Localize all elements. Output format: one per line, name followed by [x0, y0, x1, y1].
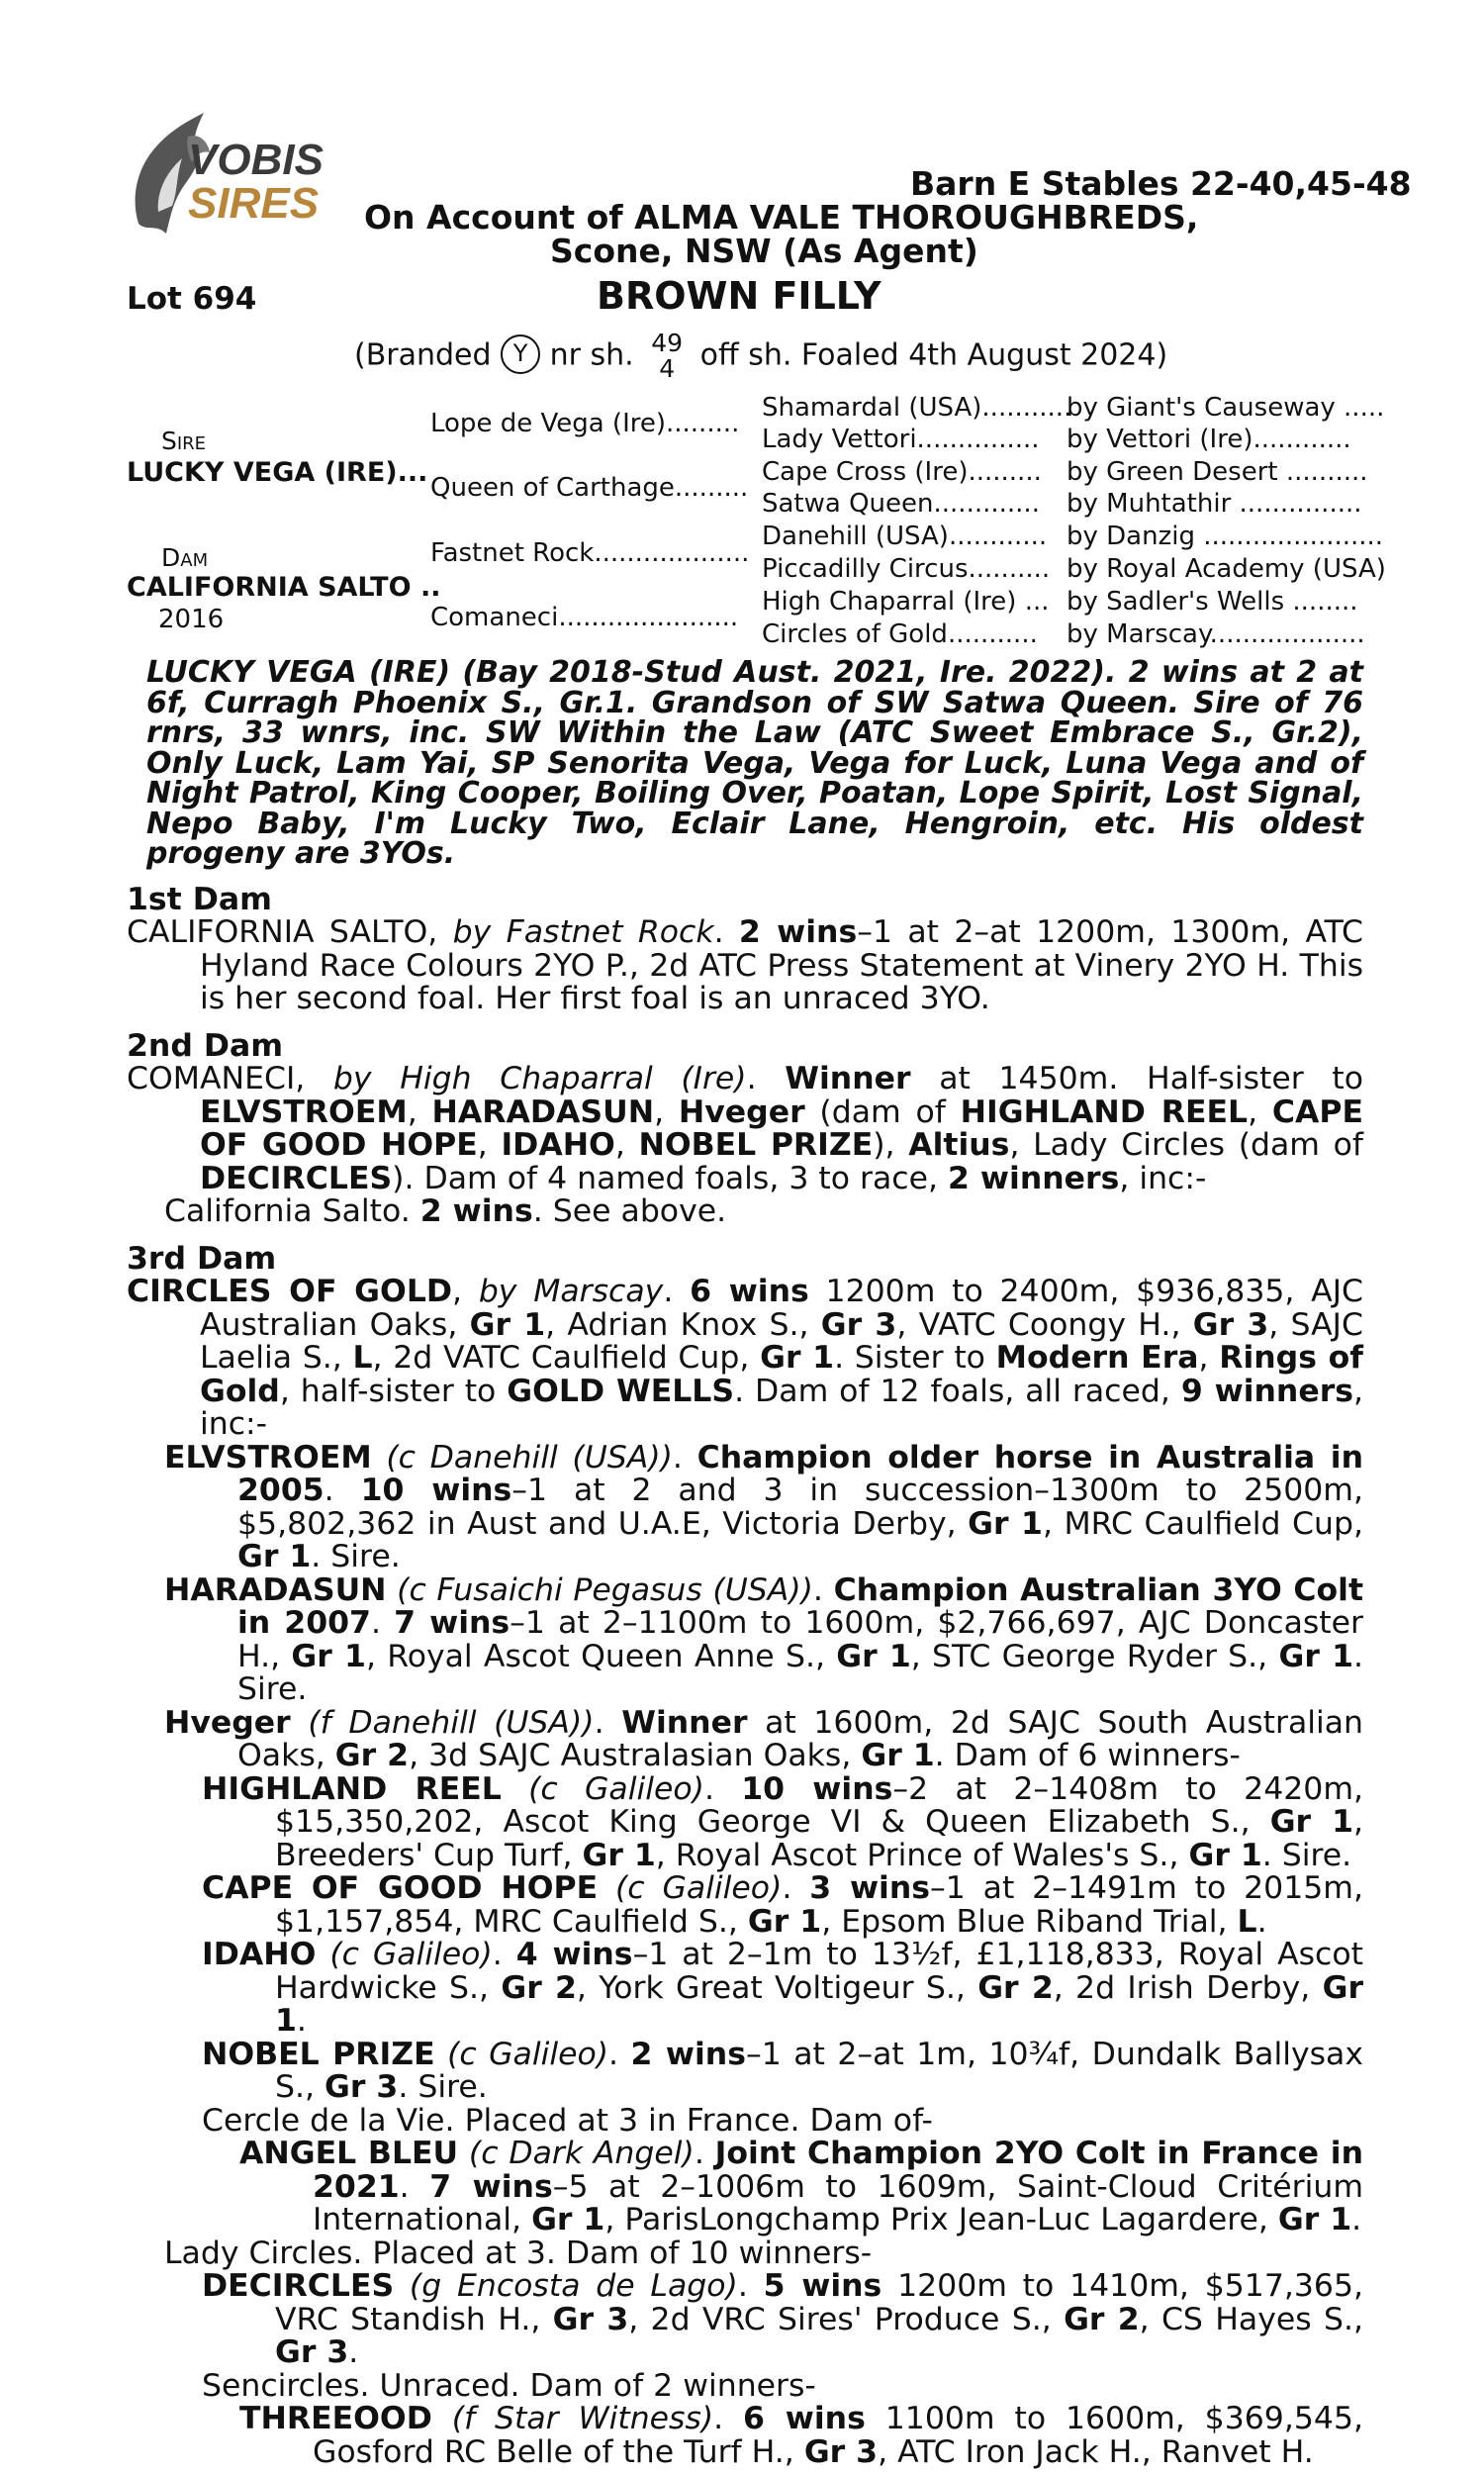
- progeny-haradasun: HARADASUN (c Fusaichi Pegasus (USA)). Champion Australian 3YO Colt in 2007. 7 wins–1 at 2–1100m to 1600m, $2,766,697, AJC Doncaster H., Gr 1, Royal Ascot Queen Anne S., Gr 1, STC George Ryder S., Gr 1. Sire.: [164, 1571, 1364, 1707]
- third-dam-entry: CIRCLES OF GOLD, by Marscay. 6 wins 1200m to 2400m, $936,835, AJC Australian Oaks, Gr 1, Adrian Knox S., Gr 3, VATC Coongy H., Gr 3, SAJC Laelia S., L, 2d VATC Caulfield Cup, Gr 1. Sister to Modern Era, Rings of Gold, half-sister to GOLD WELLS. Dam of 12 foals, all raced, 9 winners, inc:-: [127, 1274, 1364, 1442]
- pedigree-gen3-4: Satwa Queen.............: [762, 489, 1040, 519]
- pedigree-gen3-3: Cape Cross (Ire).........: [762, 457, 1042, 487]
- catalogue-body: [127, 655, 1364, 2470]
- pedigree-gen4-6: by Royal Academy (USA): [1067, 554, 1386, 584]
- pedigree-gen4-7: by Sadler's Wells ........: [1067, 587, 1358, 617]
- pedigree-gen3-8: Circles of Gold...........: [762, 619, 1038, 649]
- logo-text-top: VOBIS: [188, 136, 324, 184]
- first-dam-entry: CALIFORNIA SALTO, by Fastnet Rock. 2 wins–1 at 2–at 1200m, 1300m, ATC Hyland Race Colours 2YO P., 2d ATC Press Statement at Vinery 2YO H. This is her second foal. Her first foal is an unraced 3YO.: [127, 914, 1363, 1016]
- progeny-angel-bleu: ANGEL BLEU (c Dark Angel). Joint Champion 2YO Colt in France in 2021. 7 wins–5 at 2–1006m to 1609m, Saint-Cloud Critérium International, Gr 1, ParisLongchamp Prix Jean-Luc Lagardere, Gr 1.: [239, 2136, 1363, 2237]
- pedigree-gen2-4: Comaneci......................: [430, 603, 739, 632]
- lot-number: Lot 694: [127, 281, 257, 317]
- brand-near-side: nr sh.: [549, 337, 634, 373]
- progeny-hveger: Hveger (f Danehill (USA)). Winner at 1600m, 2d SAJC South Australian Oaks, Gr 2, 3d SAJC Australasian Oaks, Gr 1. Dam of 6 winners-: [164, 1704, 1364, 1773]
- pedigree-gen3-6: Piccadilly Circus..........: [762, 554, 1051, 584]
- first-dam-heading: 1st Dam: [127, 881, 272, 917]
- vobis-sires-logo: [127, 107, 325, 255]
- pedigree-gen2-2: Queen of Carthage.........: [430, 473, 749, 503]
- progeny-cercle-de-la-vie: Cercle de la Vie. Placed at 3 in France. Dam of-: [202, 2102, 933, 2139]
- brand-symbol-icon: Y: [501, 334, 540, 374]
- pedigree-gen2-3: Fastnet Rock...................: [430, 538, 750, 568]
- location-line: Scone, NSW (As Agent): [550, 232, 978, 270]
- sire-label: Sire: [161, 427, 207, 455]
- logo-text-bottom: SIRES: [188, 179, 320, 228]
- progeny-idaho: IDAHO (c Galileo). 4 wins–1 at 2–1m to 13½f, £1,118,833, Royal Ascot Hardwicke S., Gr 2, York Great Voltigeur S., Gr 2, 2d Irish Derby, Gr 1.: [202, 1937, 1363, 2039]
- third-dam-heading: 3rd Dam: [127, 1240, 277, 1277]
- pedigree-gen2-1: Lope de Vega (Ire).........: [430, 409, 740, 438]
- progeny-nobel-prize: NOBEL PRIZE (c Galileo). 2 wins–1 at 2–at 1m, 10¾f, Dundalk Ballysax S., Gr 3. Sire.: [202, 2036, 1363, 2105]
- progeny-highland-reel: HIGHLAND REEL (c Galileo). 10 wins–2 at 2–1408m to 2420m, $15,350,202, Ascot King George VI & Queen Elizabeth S., Gr 1, Breeders' Cup Turf, Gr 1, Royal Ascot Prince of Wales's S., Gr 1. Sire.: [202, 1770, 1364, 1873]
- pedigree-gen4-4: by Muhtathir ...............: [1067, 489, 1362, 519]
- pedigree-gen4-2: by Vettori (Ire)............: [1067, 425, 1351, 454]
- pedigree-gen3-7: High Chaparral (Ire) ...: [762, 587, 1050, 617]
- dam-label: Dam: [161, 543, 209, 572]
- pedigree-gen3-1: Shamardal (USA)...........: [762, 393, 1072, 423]
- pedigree-gen3-2: Lady Vettori...............: [762, 425, 1040, 454]
- brand-description: [354, 331, 1167, 382]
- sire-name: LUCKY VEGA (IRE)...: [127, 457, 428, 488]
- sire-summary: LUCKY VEGA (IRE) (Bay 2018-Stud Aust. 2021, Ire. 2022). 2 wins at 2 at 6f, Curragh Phoenix S., Gr.1. Grandson of SW Satwa Queen. Sire of 76 rnrs, 33 wnrs, inc. SW Within the Law (ATC Sweet Embrace S., Gr.2), Only Luck, Lam Yai, SP Senorita Vega, Vega for Luck, Luna Vega and of Night Patrol, King Cooper, Boiling Over, Poatan, Lope Spirit, Lost Signal, Nepo Baby, I'm Lucky Two, Eclair Lane, Hengroin, etc. His oldest progeny are 3YOs.: [146, 655, 1363, 871]
- brand-prefix: (Branded: [354, 337, 492, 373]
- pedigree-gen4-1: by Giant's Causeway .....: [1067, 393, 1385, 423]
- progeny-decircles: DECIRCLES (g Encosta de Lago). 5 wins 1200m to 1410m, $517,365, VRC Standish H., Gr 3, 2d VRC Sires' Produce S., Gr 2, CS Hayes S., Gr 3.: [202, 2268, 1364, 2370]
- pedigree-gen4-8: by Marscay...................: [1067, 619, 1365, 649]
- second-dam-entry: COMANECI, by High Chaparral (Ire). Winner at 1450m. Half-sister to ELVSTROEM, HARADASUN, Hveger (dam of HIGHLAND REEL, CAPE OF GOOD HOPE, IDAHO, NOBEL PRIZE), Altius, Lady Circles (dam of DECIRCLES). Dam of 4 named foals, 3 to race, 2 winners, inc:-: [127, 1061, 1363, 1196]
- progeny-threeood: THREEOOD (f Star Witness). 6 wins 1100m to 1600m, $369,545, Gosford RC Belle of the Turf H., Gr 3, ATC Iron Jack H., Ranvet H.: [239, 2401, 1364, 2470]
- brand-fraction: 49 4: [651, 329, 684, 383]
- second-dam-heading: 2nd Dam: [127, 1027, 284, 1064]
- dam-year: 2016: [158, 605, 225, 634]
- lot-title: BROWN FILLY: [597, 274, 881, 318]
- barn-stables: Barn E Stables 22-40,45-48: [910, 164, 1412, 203]
- pedigree-gen4-5: by Danzig ......................: [1067, 522, 1384, 551]
- pedigree-gen4-3: by Green Desert ..........: [1067, 457, 1368, 487]
- progeny-cape-of-good-hope: CAPE OF GOOD HOPE (c Galileo). 3 wins–1 at 2–1491m to 2015m, $1,157,854, MRC Caulfield S., Gr 1, Epsom Blue Riband Trial, L.: [202, 1870, 1364, 1940]
- progeny-sencircles: Sencircles. Unraced. Dam of 2 winners-: [202, 2367, 816, 2404]
- progeny-elvstroem: ELVSTROEM (c Danehill (USA)). Champion older horse in Australia in 2005. 10 wins–1 at 2 and 3 in succession–1300m to 2500m, $5,802,362 in Aust and U.A.E, Victoria Derby, Gr 1, MRC Caulfield Cup, Gr 1. Sire.: [164, 1439, 1364, 1574]
- account-line: On Account of ALMA VALE THOROUGHBREDS,: [364, 198, 1199, 237]
- progeny-lady-circles: Lady Circles. Placed at 3. Dam of 10 winners-: [164, 2235, 873, 2271]
- pedigree-gen3-5: Danehill (USA)............: [762, 522, 1048, 551]
- brand-off-side: off sh. Foaled 4th August 2024): [699, 337, 1168, 373]
- second-dam-progeny: California Salto. 2 wins. See above.: [164, 1193, 727, 1229]
- dam-name: CALIFORNIA SALTO ..: [127, 572, 441, 603]
